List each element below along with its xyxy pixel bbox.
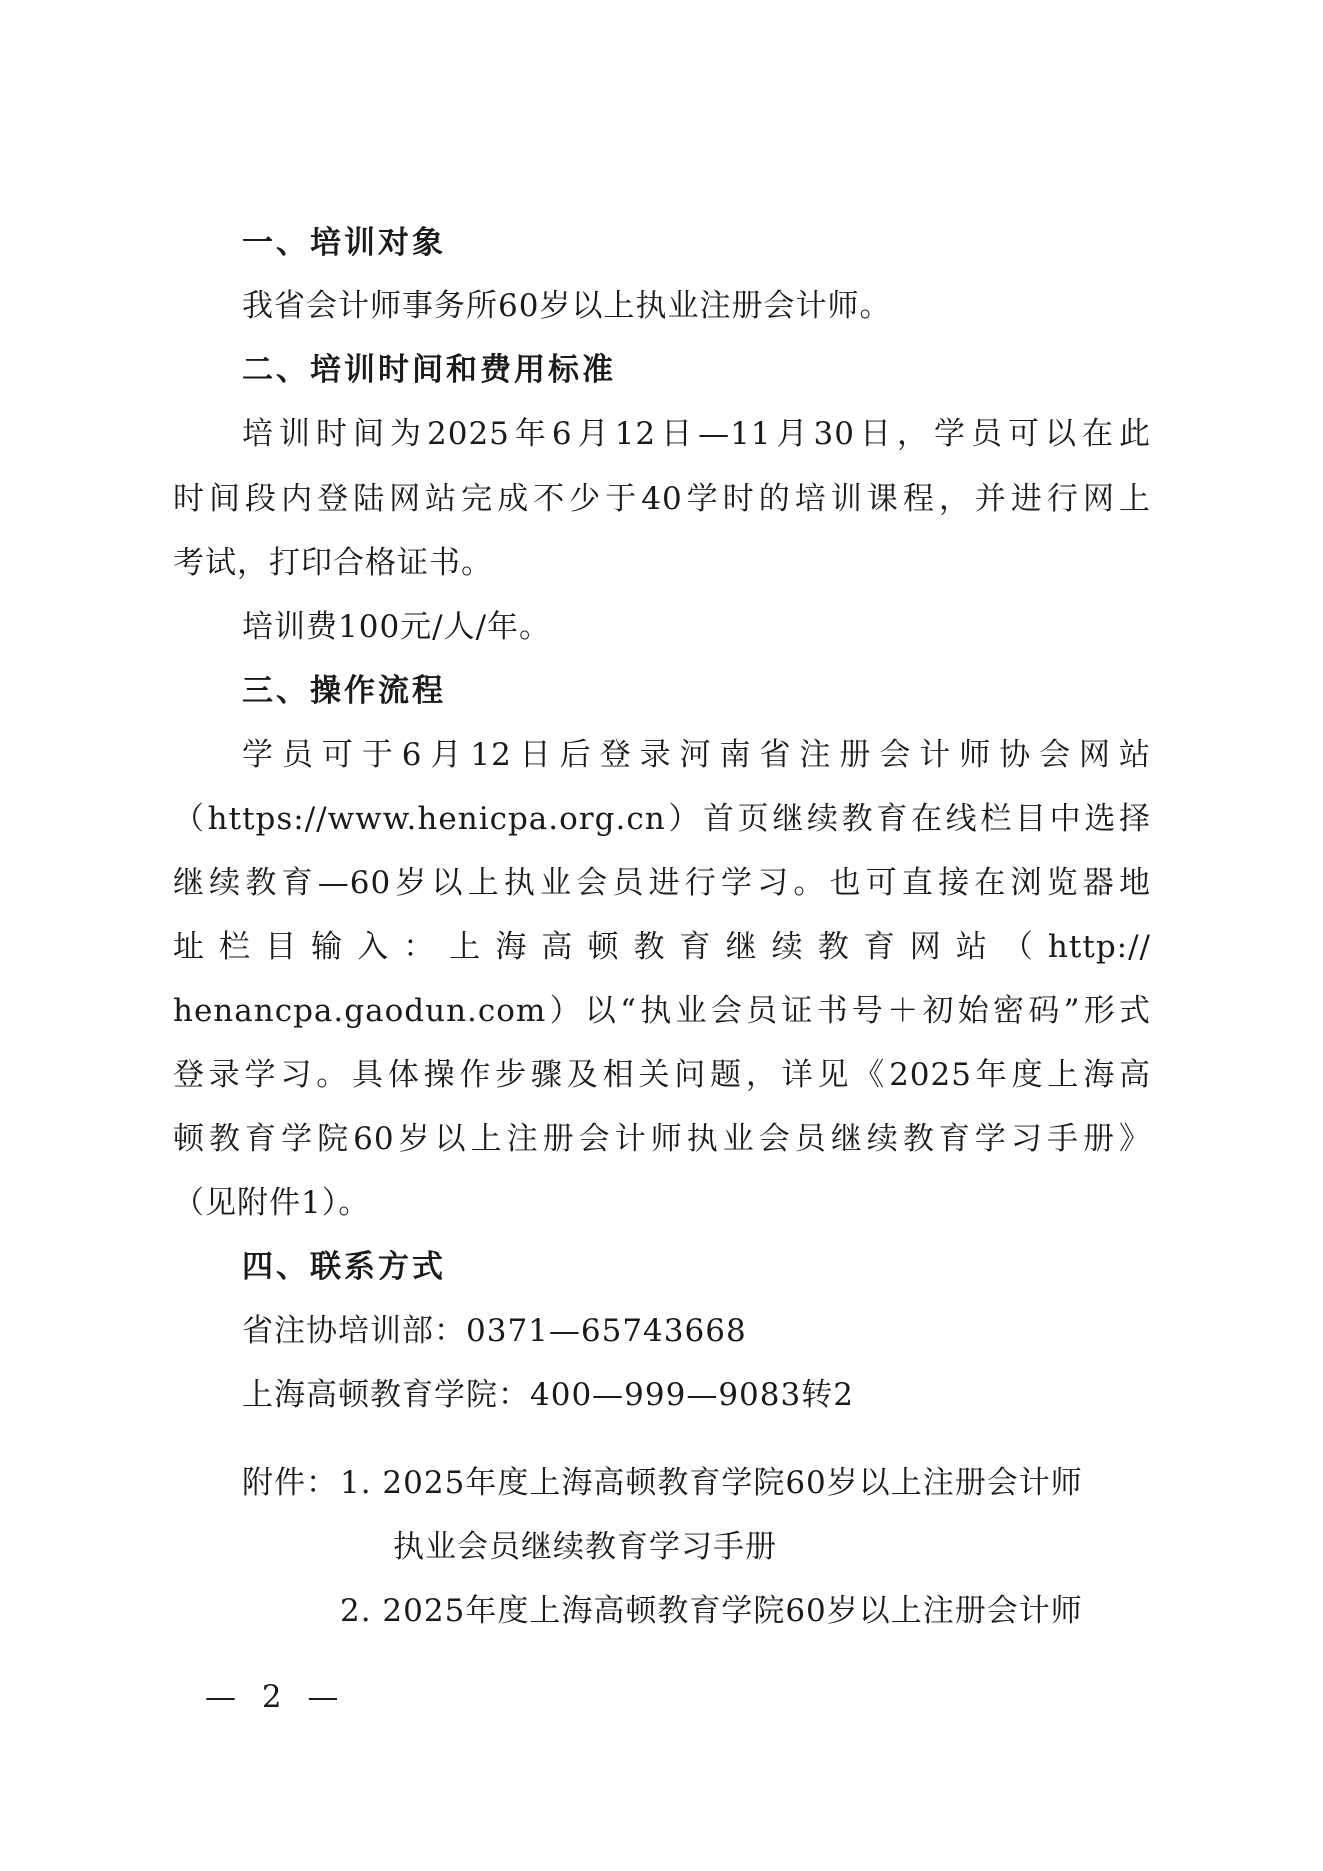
section-2-para-line-1: 培训时间为2025年6月12日—11月30日，学员可以在此 (242, 416, 1151, 452)
section-3-line-2: （https://www.henicpa.org.cn）首页继续教育在线栏目中选择 (173, 801, 1151, 837)
section-heading-3: 三、操作流程 (242, 673, 446, 709)
section-3-line-1: 学员可于6月12日后登录河南省注册会计师协会网站 (242, 737, 1151, 773)
section-3-line-7: 顿教育学院60岁以上注册会计师执业会员继续教育学习手册》 (173, 1121, 1151, 1157)
contact-gaodun: 上海高顿教育学院：400—999—9083转2 (242, 1377, 854, 1413)
attachment-1-line-1: 1. 2025年度上海高顿教育学院60岁以上注册会计师 (340, 1465, 1083, 1501)
section-3-line-4: 址栏目输入：上海高顿教育继续教育网站（http:// (173, 929, 1151, 965)
page-number: — 2 — (205, 1679, 347, 1715)
contact-training-dept: 省注协培训部：0371—65743668 (242, 1313, 747, 1349)
section-3-line-6: 登录学习。具体操作步骤及相关问题，详见《2025年度上海高 (173, 1057, 1151, 1093)
section-3-line-5: henancpa.gaodun.com）以“执业会员证书号＋初始密码”形式 (173, 993, 1151, 1029)
section-2-para-line-2: 时间段内登陆网站完成不少于40学时的培训课程，并进行网上 (173, 481, 1151, 517)
attachments-label: 附件： (242, 1465, 338, 1501)
section-3-line-3: 继续教育—60岁以上执业会员进行学习。也可直接在浏览器地 (173, 865, 1151, 901)
section-heading-1: 一、培训对象 (242, 225, 446, 261)
section-3-line-8: （见附件1）。 (173, 1185, 371, 1221)
attachment-1-line-2: 执业会员继续教育学习手册 (393, 1529, 777, 1565)
section-2-fee: 培训费100元/人/年。 (242, 609, 552, 645)
section-2-para-line-3: 考试，打印合格证书。 (173, 545, 493, 581)
section-1-text: 我省会计师事务所60岁以上执业注册会计师。 (242, 288, 892, 324)
attachment-2-line-1: 2. 2025年度上海高顿教育学院60岁以上注册会计师 (340, 1593, 1083, 1629)
section-heading-4: 四、联系方式 (242, 1249, 446, 1285)
section-heading-2: 二、培训时间和费用标准 (242, 352, 616, 388)
